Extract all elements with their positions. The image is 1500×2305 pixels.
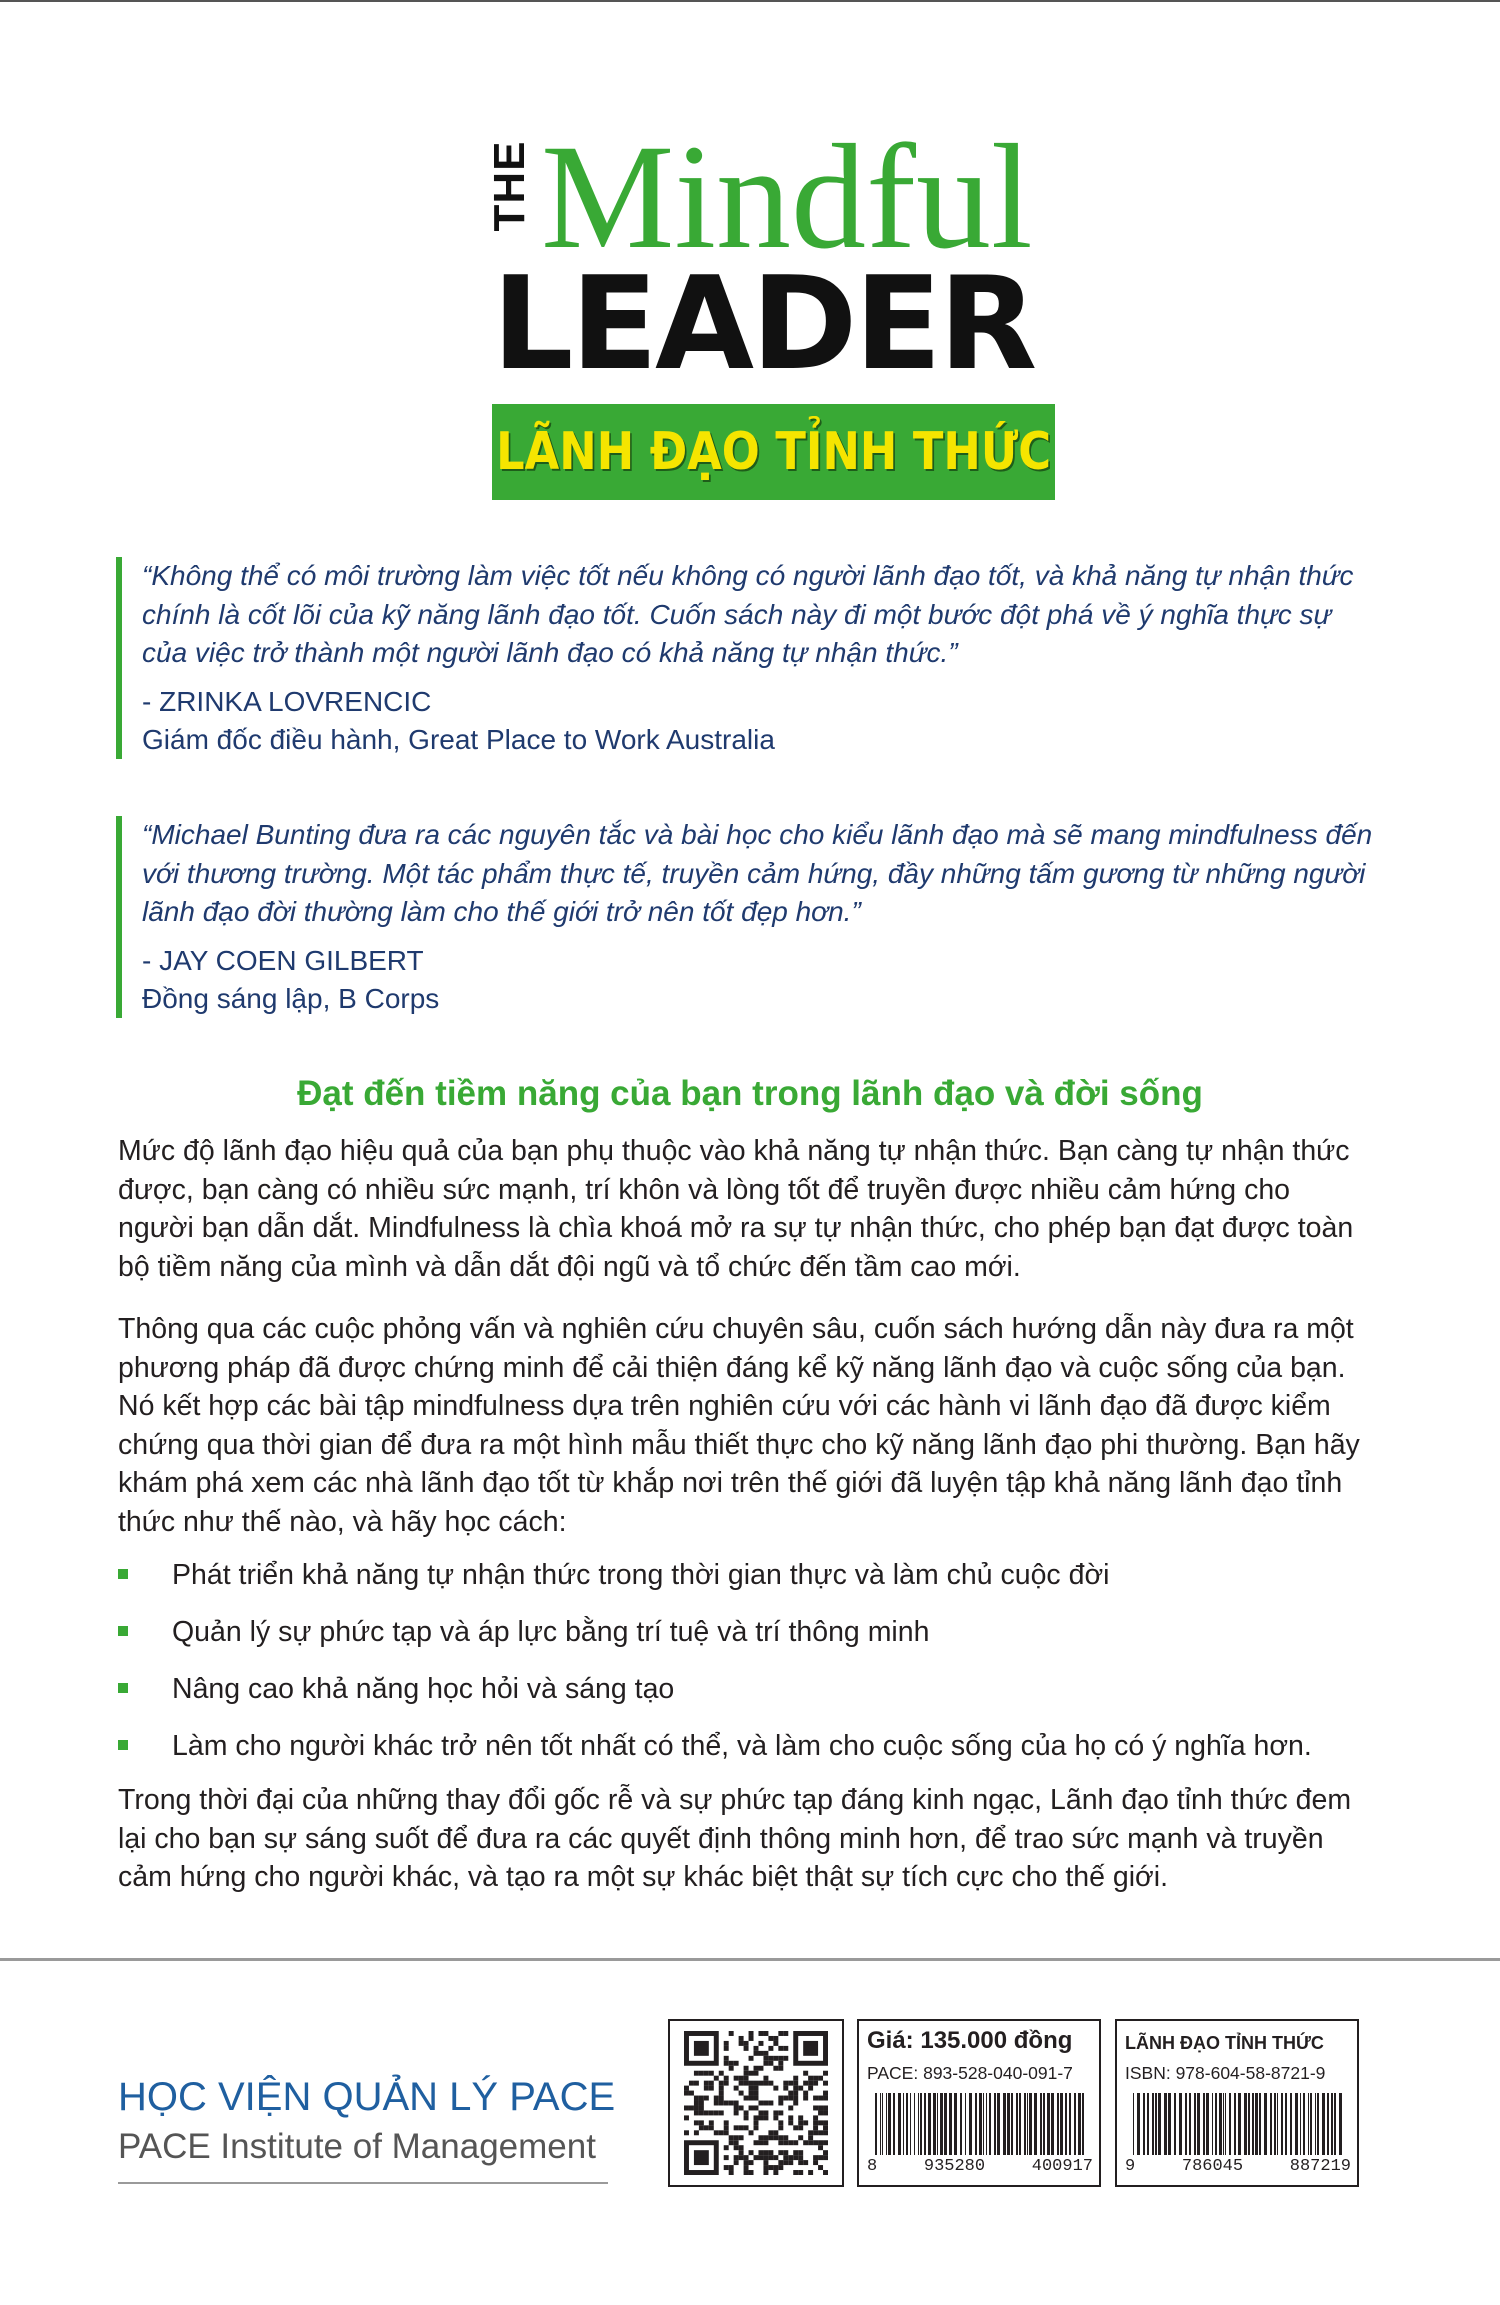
barcode-digit-group: 887219 — [1289, 2157, 1351, 2176]
qr-code-icon — [680, 2031, 832, 2175]
barcode-digit-group: 935280 — [923, 2157, 986, 2176]
barcode-digit-group: 9 — [1125, 2157, 1136, 2176]
quote-author: - JAY COEN GILBERT — [142, 944, 424, 976]
list-item — [118, 1670, 1368, 1727]
divider — [0, 1958, 1500, 1961]
price-box — [857, 2019, 1101, 2187]
list-item — [118, 1613, 1368, 1670]
bullet-text: Làm cho người khác trở nên tốt nhất có thể, và làm cho cuộc sống của họ có ý nghĩa hơn. — [172, 1730, 1312, 1762]
isbn-title: LÃNH ĐẠO TỈNH THỨC — [1125, 2033, 1324, 2053]
bullet-text: Quản lý sự phức tạp và áp lực bằng trí tuệ và trí thông minh — [172, 1616, 930, 1648]
bullet-list — [118, 1556, 1368, 1784]
paragraph-3: Trong thời đại của những thay đổi gốc rễ và sự phức tạp đáng kinh ngạc, Lãnh đạo tỉnh thức đem lại cho bạn sự sáng suốt để đưa ra các quyết định thông minh hơn, để trao sức mạnh và truyền cảm hứng cho người khác, và tạo ra một sự khác biệt thật sự tích cực cho thế giới. — [118, 1784, 1352, 1893]
title-leader: LEADER — [492, 250, 1035, 399]
quote-role: Giám đốc điều hành, Great Place to Work Australia — [142, 723, 775, 755]
title-subtitle: LÃNH ĐẠO TỈNH THỨC — [496, 422, 1051, 482]
pace-code: PACE: 893-528-040-091-7 — [867, 2063, 1073, 2083]
barcode-digit-group: 400917 — [1031, 2157, 1093, 2176]
paragraph-1: Mức độ lãnh đạo hiệu quả của bạn phụ thuộc vào khả năng tự nhận thức. Bạn càng tự nhận thức được, bạn càng có nhiều sức mạnh, trí khôn và lòng tốt để truyền được nhiều cảm hứng cho người bạn dẫn dắt. Mindfulness là chìa khoá mở ra sự tự nhận thức, cho phép bạn đạt được toàn bộ tiềm năng của mình và dẫn dắt đội ngũ và tổ chức đến tầm cao mới. — [118, 1135, 1354, 1283]
quote-2 — [116, 816, 1382, 1018]
quote-text: “Không thể có môi trường làm việc tốt nếu không có người lãnh đạo tốt, và khả năng tự nhận thức chính là cốt lõi của kỹ năng lãnh đạo tốt. Cuốn sách này đi một bước đột phá về ý nghĩa thực sự của việc trở thành một người lãnh đạo có khả năng tự nhận thức.” — [142, 560, 1354, 668]
publisher-name-vn: HỌC VIỆN QUẢN LÝ PACE — [118, 2075, 616, 2119]
qr-code-box — [668, 2019, 844, 2187]
quote-role: Đồng sáng lập, B Corps — [142, 982, 440, 1014]
barcode-icon — [873, 2093, 1089, 2155]
list-item — [118, 1556, 1368, 1613]
barcode-digit-group: 8 — [867, 2157, 878, 2176]
title-the: THE — [485, 140, 534, 232]
book-title — [485, 114, 1062, 503]
bullet-square-icon — [118, 1569, 128, 1579]
isbn-box — [1115, 2019, 1359, 2187]
bullet-text: Phát triển khả năng tự nhận thức trong thời gian thực và làm chủ cuộc đời — [172, 1559, 1110, 1591]
isbn-code: ISBN: 978-604-58-8721-9 — [1125, 2063, 1326, 2083]
subtitle-bar — [492, 404, 1055, 500]
publisher-name-en: PACE Institute of Management — [118, 2127, 596, 2166]
bullet-text: Nâng cao khả năng học hỏi và sáng tạo — [172, 1673, 675, 1705]
publisher-underline — [118, 2182, 608, 2184]
bullet-square-icon — [118, 1683, 128, 1693]
paragraph-2: Thông qua các cuộc phỏng vấn và nghiên cứu chuyên sâu, cuốn sách hướng dẫn này đưa ra một phương pháp đã được chứng minh để cải thiện đáng kể kỹ năng lãnh đạo và cuộc sống của bạn. Nó kết hợp các bài tập mindfulness dựa trên nghiên cứu với các hành vi lãnh đạo đã được kiểm chứng qua thời gian để đưa ra một hình mẫu thiết thực cho kỹ năng lãnh đạo phi thường. Bạn hãy khám phá xem các nhà lãnh đạo tốt từ khắp nơi trên thế giới đã luyện tập khả năng lãnh đạo tỉnh thức như thế nào, và hãy học cách: — [118, 1313, 1360, 1538]
title-mindful: Mindful — [541, 114, 1033, 280]
barcode-number — [867, 2157, 1093, 2176]
quote-1 — [116, 557, 1382, 759]
bullet-square-icon — [118, 1626, 128, 1636]
top-rule — [0, 0, 1500, 2]
bullet-square-icon — [118, 1740, 128, 1750]
section-heading: Đạt đến tiềm năng của bạn trong lãnh đạo và đời sống — [297, 1074, 1203, 1113]
quote-author: - ZRINKA LOVRENCIC — [142, 685, 432, 717]
price-label: Giá: 135.000 đồng — [867, 2027, 1073, 2054]
barcode-digit-group: 786045 — [1181, 2157, 1244, 2176]
quote-text: “Michael Bunting đưa ra các nguyên tắc và bài học cho kiểu lãnh đạo mà sẽ mang mindfulness đến với thương trường. Một tác phẩm thực tế, truyền cảm hứng, đầy những tấm gương từ những người lãnh đạo đời thường làm cho thế giới trở nên tốt đẹp hơn.” — [142, 819, 1373, 927]
barcode-number — [1125, 2157, 1351, 2176]
list-item — [118, 1727, 1368, 1784]
barcode-icon — [1131, 2093, 1347, 2155]
